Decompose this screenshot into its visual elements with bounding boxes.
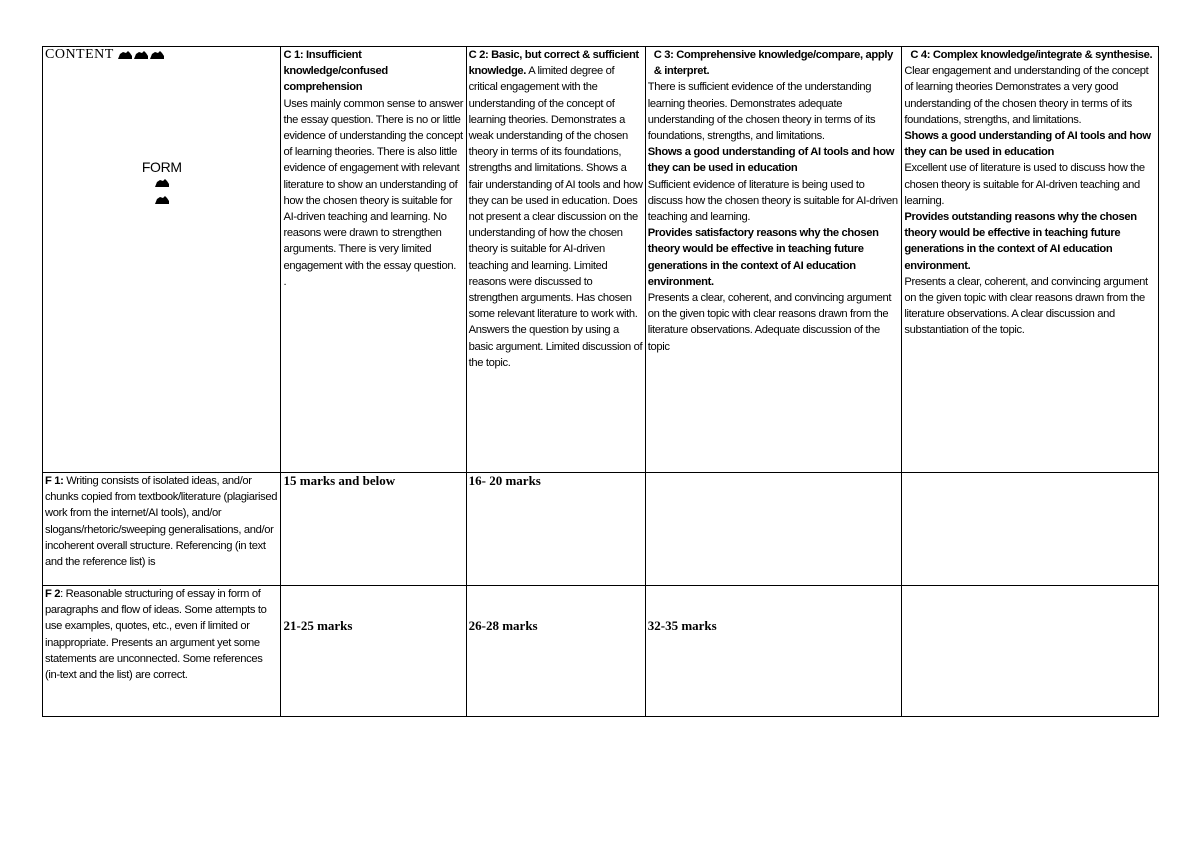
form-description: : Reasonable structuring of essay in form of paragraphs and flow of ideas. Some attempts to use examples, quotes, etc., even if limited or inappropriate. Presents an argument yet some statements are unconnected. Some references (in-text and the list) are correct. — [45, 588, 267, 682]
criterion-title: C 3: Comprehensive knowledge/compare, apply & interpret. — [653, 49, 893, 78]
form-description: Writing consists of isolated ideas, and/or chunks copied from textbook/literature (plagiarised work from the internet/AI tools), and/or slogans/rhetoric/sweeping generalisations, and/or incoherent overall structure. Referencing (in text and the reference list) is — [45, 475, 278, 569]
hand-writing-icon — [117, 49, 165, 61]
form-f2-description-cell — [43, 586, 281, 717]
marks-value: 16- 20 marks — [468, 473, 541, 488]
form-row-f2 — [43, 586, 1159, 717]
criterion-description: Uses mainly common sense to answer the essay question. There is no or little evidence of understanding the concept of learning theories. There is also little evidence of engagement with relevant literature to show an understanding of how the chosen theory is suitable for AI-driven teaching and learning. No reasons were drawn to strengthen arguments. There is very limited engagement with the essay question. — [283, 97, 464, 272]
criterion-title: C 1: Insufficient knowledge/confused comprehension — [283, 49, 388, 94]
rubric-header-row — [43, 47, 1159, 473]
criterion-c2-cell — [466, 47, 645, 473]
criterion-c1-cell — [281, 47, 466, 473]
marks-value: 15 marks and below — [283, 473, 396, 488]
marks-cell — [281, 473, 466, 586]
criterion-c3-cell — [645, 47, 902, 473]
criterion-title: C 2: Basic, but correct & sufficient knowledge. — [468, 49, 639, 78]
hand-writing-icon — [45, 175, 278, 191]
form-label: F 1: — [45, 475, 64, 487]
criterion-emphasis: Shows a good understanding of AI tools and how they can be used in education — [647, 146, 895, 175]
hand-writing-icon — [45, 192, 278, 208]
criterion-text: Presents a clear, coherent, and convincing argument on the given topic with clear reasons drawn from the literature observations. Adequate discussion of the topic — [647, 292, 892, 353]
marks-cell — [281, 586, 466, 717]
criterion-text: Excellent use of literature is used to discuss how the chosen theory is suitable for AI-driven teaching and learning. — [904, 162, 1145, 207]
criterion-text: Clear engagement and understanding of the concept of learning theories Demonstrates a very good understanding of the chosen theory in terms of its foundations, strengths, and limitations. — [904, 65, 1149, 126]
assessment-rubric-table — [42, 46, 1159, 717]
criterion-tail: . — [283, 275, 287, 288]
criterion-text: Sufficient evidence of literature is being used to discuss how the chosen theory is suitable for AI-driven teaching and learning. — [647, 178, 898, 224]
form-label: FORM — [141, 159, 182, 176]
form-axis-label — [45, 159, 278, 208]
content-label: CONTENT — [45, 47, 114, 62]
marks-cell — [902, 473, 1159, 586]
form-row-f1 — [43, 473, 1159, 586]
criterion-text: Presents a clear, coherent, and convincing argument on the given topic with clear reasons drawn from the literature observations. A clear discussion and substantiation of the topic. — [904, 275, 1148, 337]
marks-cell — [645, 586, 902, 717]
marks-value: 21-25 marks — [283, 618, 353, 633]
criterion-emphasis: Shows a good understanding of AI tools and how they can be used in education — [904, 130, 1151, 159]
marks-cell — [645, 473, 902, 586]
marks-cell — [466, 473, 645, 586]
criterion-emphasis: Provides satisfactory reasons why the chosen theory would be effective in teaching future generations in the context of AI education environment. — [647, 227, 879, 288]
corner-cell — [43, 47, 281, 473]
marks-cell — [466, 586, 645, 717]
criterion-c4-cell — [902, 47, 1159, 473]
form-label: F 2 — [45, 588, 61, 600]
criterion-text: There is sufficient evidence of the understanding learning theories. Demonstrates adequate understanding of the chosen theory in terms of its foundations, strengths, and limitations. — [647, 81, 876, 143]
marks-value: 26-28 marks — [468, 618, 538, 633]
criterion-emphasis: Provides outstanding reasons why the chosen theory would be effective in teaching future generations in the context of AI education environment. — [904, 211, 1137, 272]
criterion-title: C 4: Complex knowledge/integrate & synthesise. — [910, 49, 1153, 61]
criterion-description: A limited degree of critical engagement with the understanding of the concept of learning theories. Demonstrates a weak understanding of the chosen theory in terms of its foundations, strengths and limitations. Shows a fair understanding of AI tools and how they can be used in education. Does not present a clear discussion on the understanding of how the chosen theory is suitable for AI-driven teaching and learning. Limited reasons were discussed to strengthen arguments. Has chosen some relevant literature to work with. Answers the question by using a basic argument. Limited discussion of the topic. — [468, 65, 643, 369]
marks-value: 32-35 marks — [647, 618, 717, 633]
marks-cell — [902, 586, 1159, 717]
form-f1-description-cell — [43, 473, 281, 586]
